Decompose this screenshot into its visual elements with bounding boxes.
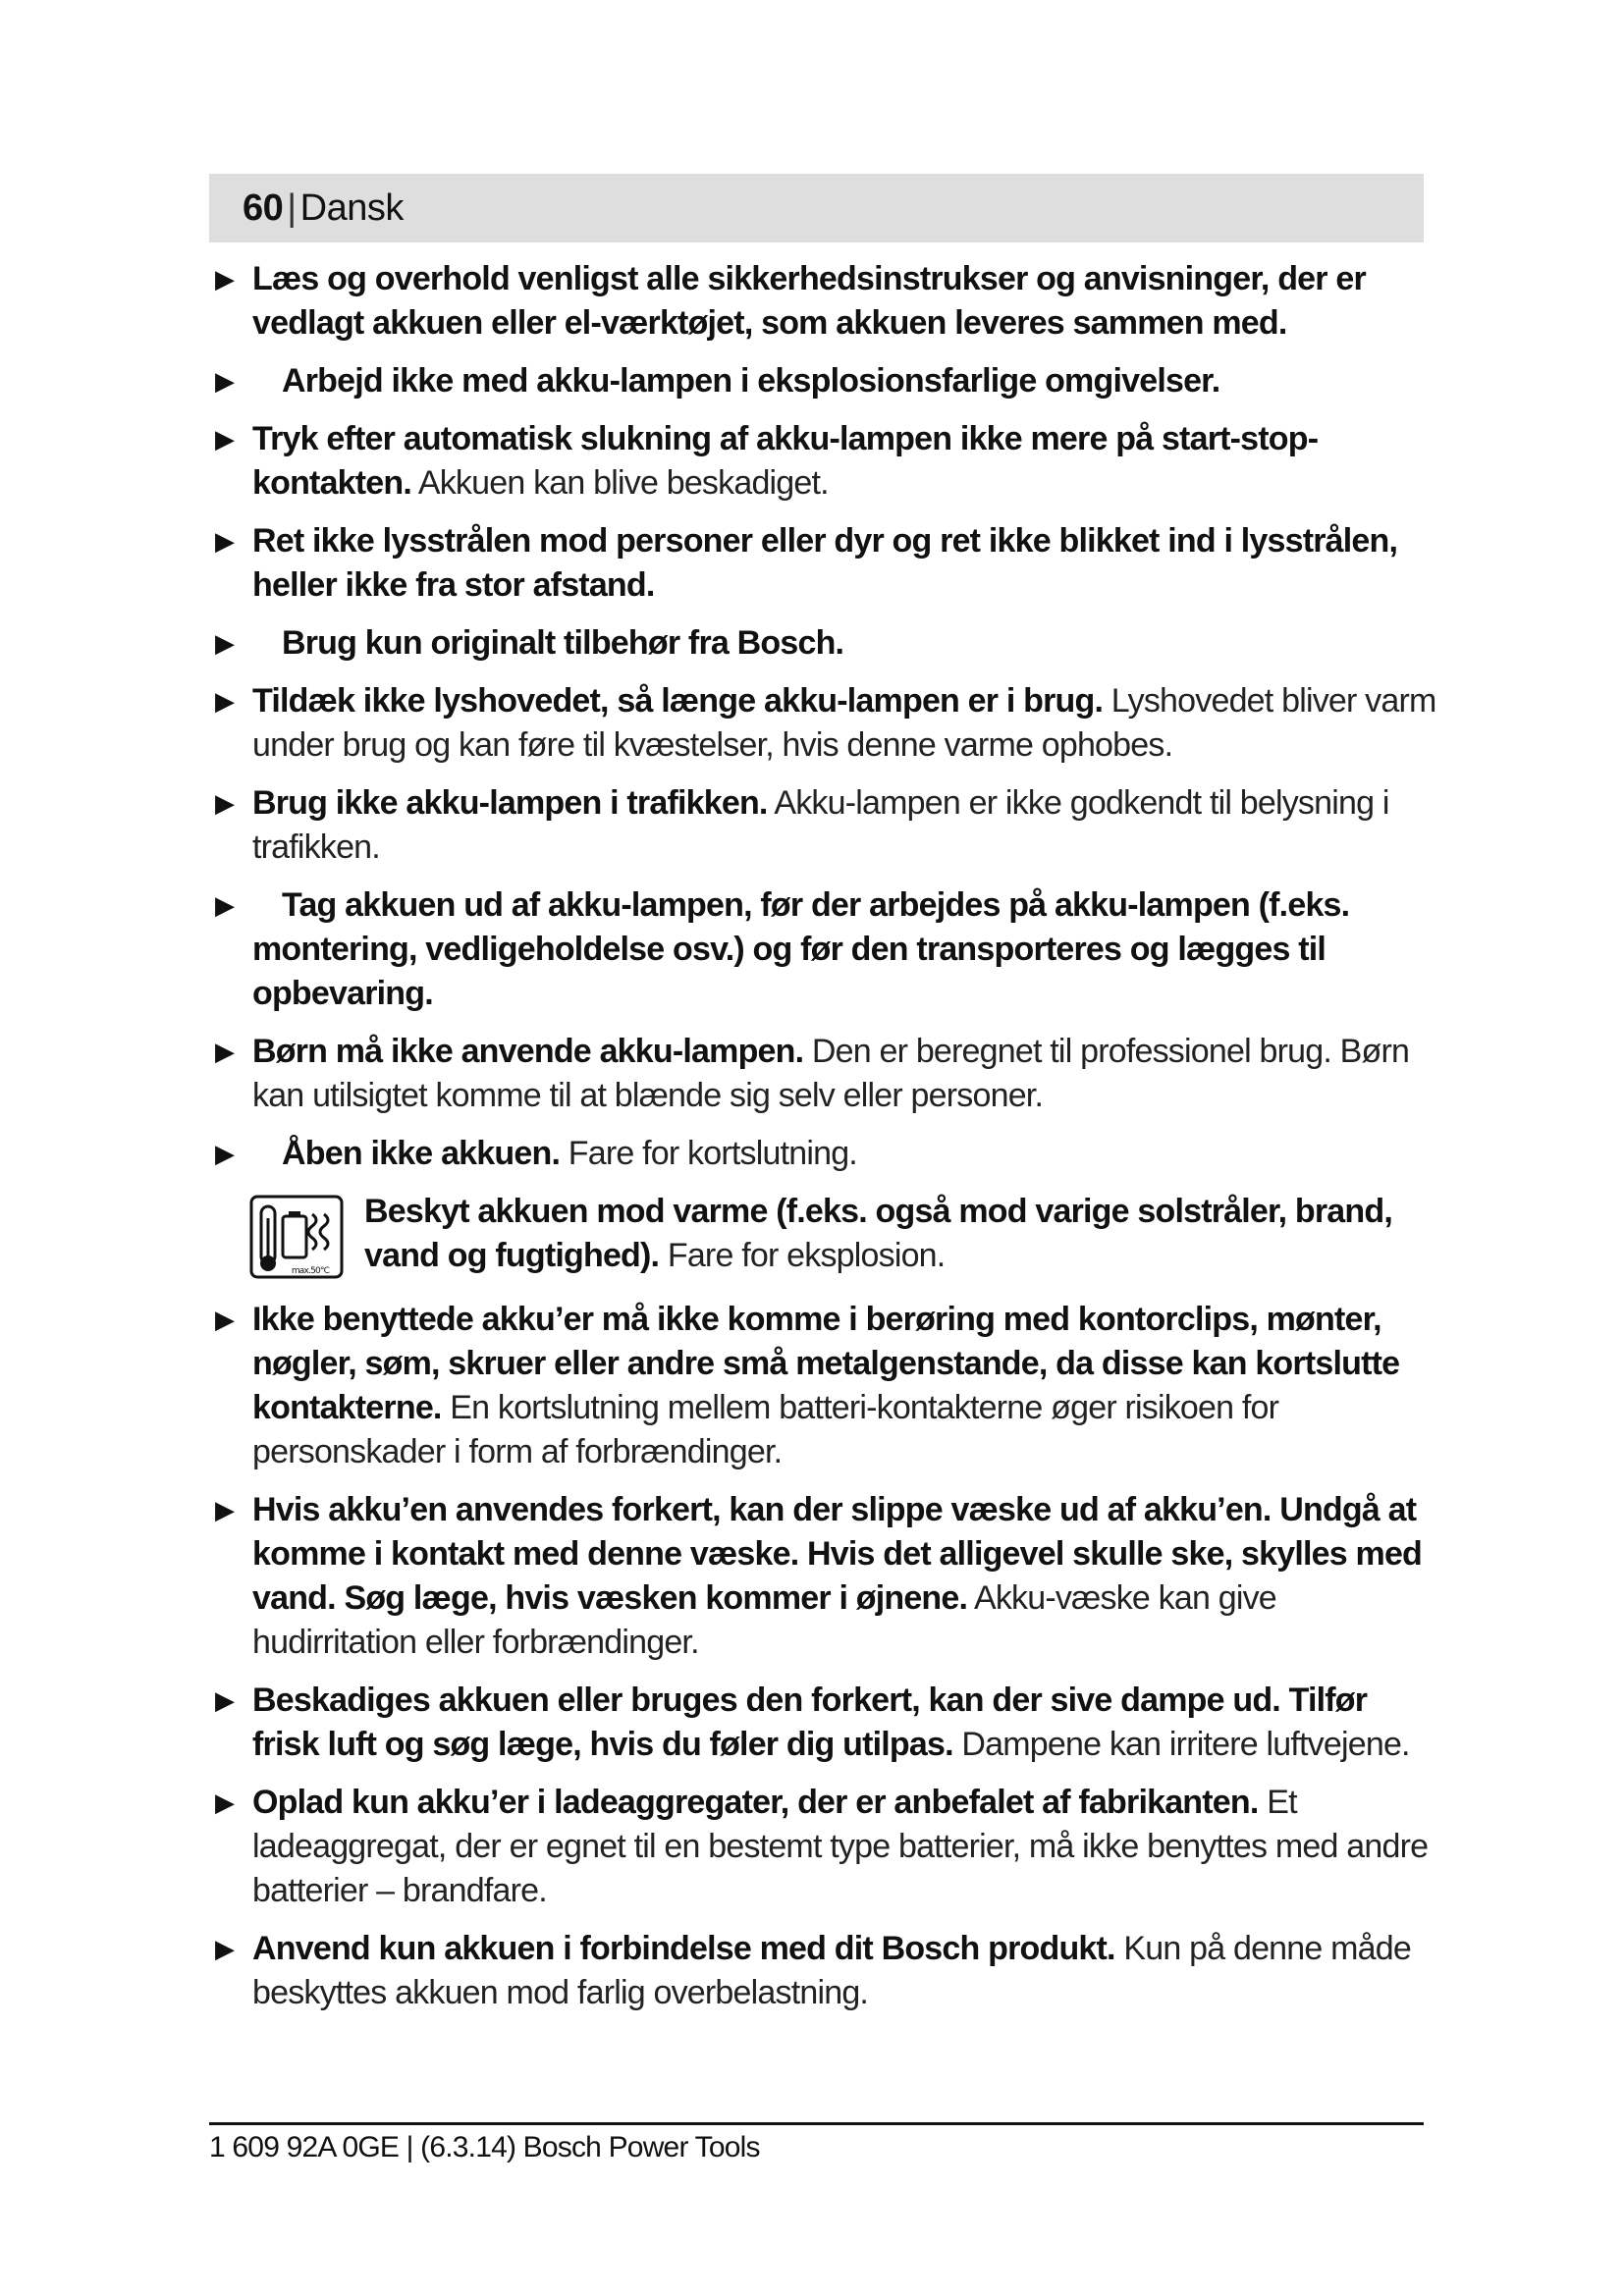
item-bold-text: Ret ikke lysstrålen mod personer eller dyr og ret ikke blikket ind i lysstrålen, heller ikke fra stor afstand. (252, 522, 1398, 604)
item-normal-text: Kun på denne måde beskyttes akkuen mod farlig overbelastning. (252, 1930, 1412, 2011)
list-item (209, 359, 1441, 403)
list-item (209, 1927, 1441, 2015)
bullet-arrow-icon: ▶ (215, 1305, 235, 1334)
list-item (209, 1298, 1441, 1474)
item-bold-text: Læs og overhold venligst alle sikkerhedsinstrukser og anvisninger, der er vedlagt akkuen eller el-værktøjet, som akkuen leveres sammen med. (252, 260, 1366, 342)
item-normal-text: Akku-lampen er ikke godkendt til belysning i trafikken. (252, 784, 1389, 866)
list-item (209, 1132, 1441, 1176)
bullet-arrow-icon: ▶ (215, 788, 235, 818)
bullet-arrow-icon: ▶ (215, 424, 235, 454)
list-item (209, 1679, 1441, 1767)
item-bold-text: Børn må ikke anvende akku-lampen. (252, 1033, 804, 1070)
bullet-arrow-icon: ▶ (215, 1685, 235, 1715)
item-bold-text: Brug kun originalt tilbehør fra Bosch. (282, 624, 844, 662)
bullet-arrow-icon: ▶ (215, 526, 235, 556)
item-normal-text: Akkuen kan blive beskadiget. (417, 464, 829, 502)
list-item (209, 621, 1441, 666)
item-bold-text: Beskyt akkuen mod varme (f.eks. også mod varige solstråler, brand, vand og fugtighed). (364, 1193, 1392, 1274)
item-bold-text: Tryk efter automatisk slukning af akku-lampen ikke mere på start-stop-kontakten. (252, 420, 1319, 502)
item-bold-text: Tag akkuen ud af akku-lampen, før der arbejdes på akku-lampen (f.eks. montering, vedligeholdelse osv.) og før den transporteres og lægges til opbevaring. (252, 886, 1350, 1012)
list-item (209, 781, 1441, 870)
item-normal-text: Akku-væske kan give hudirritation eller forbrændinger. (252, 1579, 1276, 1661)
item-normal-text: Dampene kan irritere luftvejene. (961, 1726, 1410, 1763)
item-bold-text: Oplad kun akku’er i ladeaggregater, der er anbefalet af fabrikanten. (252, 1784, 1259, 1821)
item-bold-text: Tildæk ikke lyshovedet, så længe akku-lampen er i brug. (252, 682, 1104, 720)
item-bold-text: Åben ikke akkuen. (282, 1135, 561, 1172)
bullet-arrow-icon: ▶ (215, 1788, 235, 1817)
list-item (209, 1190, 1441, 1284)
bullet-arrow-icon: ▶ (215, 1495, 235, 1524)
item-normal-text: Et ladeaggregat, der er egnet til en bestemt type batterier, må ikke benyttes med andre batterier – brandfare. (252, 1784, 1429, 1909)
item-bold-text: Arbejd ikke med akku-lampen i eksplosionsfarlige omgivelser. (282, 362, 1220, 400)
item-bold-text: Ikke benyttede akku’er må ikke komme i berøring med kontorclips, mønter, nøgler, søm, skruer eller andre små metalgenstande, da disse kan kortslutte kontakterne. (252, 1301, 1400, 1426)
list-item (209, 1781, 1441, 1913)
bullet-arrow-icon: ▶ (215, 890, 235, 920)
battery-heat-warning-icon (249, 1195, 344, 1279)
header-separator: | (287, 187, 297, 229)
list-item (209, 1488, 1441, 1665)
footer-rule (209, 2122, 1424, 2125)
item-bold-text: Hvis akku’en anvendes forkert, kan der slippe væske ud af akku’en. Undgå at komme i kontakt med denne væske. Hvis det alligevel skulle ske, skylles med vand. Søg læge, hvis væsken kommer i øjnene. (252, 1491, 1423, 1617)
list-item (209, 679, 1441, 768)
safety-instructions-list (209, 257, 1441, 2029)
list-item (209, 417, 1441, 506)
item-normal-text: En kortslutning mellem batteri-kontakterne øger risikoen for personskader i form af forbrændinger. (252, 1389, 1279, 1470)
list-item (209, 883, 1441, 1016)
bullet-arrow-icon: ▶ (215, 686, 235, 716)
item-normal-text: Fare for eksplosion. (667, 1237, 946, 1274)
footer-text: 1 609 92A 0GE | (6.3.14) Bosch Power Tools (209, 2131, 760, 2163)
item-bold-text: Anvend kun akkuen i forbindelse med dit Bosch produkt. (252, 1930, 1115, 1967)
bullet-arrow-icon: ▶ (215, 628, 235, 658)
bullet-arrow-icon: ▶ (215, 264, 235, 294)
header-language: Dansk (299, 187, 404, 229)
item-bold-text: Beskadiges akkuen eller bruges den forkert, kan der sive dampe ud. Tilfør frisk luft og søg læge, hvis du føler dig utilpas. (252, 1682, 1368, 1763)
bullet-arrow-icon: ▶ (215, 366, 235, 396)
item-normal-text: Fare for kortslutning. (568, 1135, 857, 1172)
list-item (209, 1030, 1441, 1118)
bullet-arrow-icon: ▶ (215, 1934, 235, 1963)
list-item (209, 257, 1441, 346)
item-normal-text: Lyshovedet bliver varm under brug og kan føre til kvæstelser, hvis denne varme ophobes. (252, 682, 1436, 764)
icon-label: max.50°C (291, 1266, 330, 1276)
page-number: 60 (243, 187, 284, 229)
bullet-arrow-icon: ▶ (215, 1139, 235, 1168)
page-header (243, 183, 404, 234)
item-bold-text: Brug ikke akku-lampen i trafikken. (252, 784, 768, 822)
list-item (209, 519, 1441, 608)
item-normal-text: Den er beregnet til professionel brug. Børn kan utilsigtet komme til at blænde sig selv eller personer. (252, 1033, 1410, 1114)
bullet-arrow-icon: ▶ (215, 1037, 235, 1066)
